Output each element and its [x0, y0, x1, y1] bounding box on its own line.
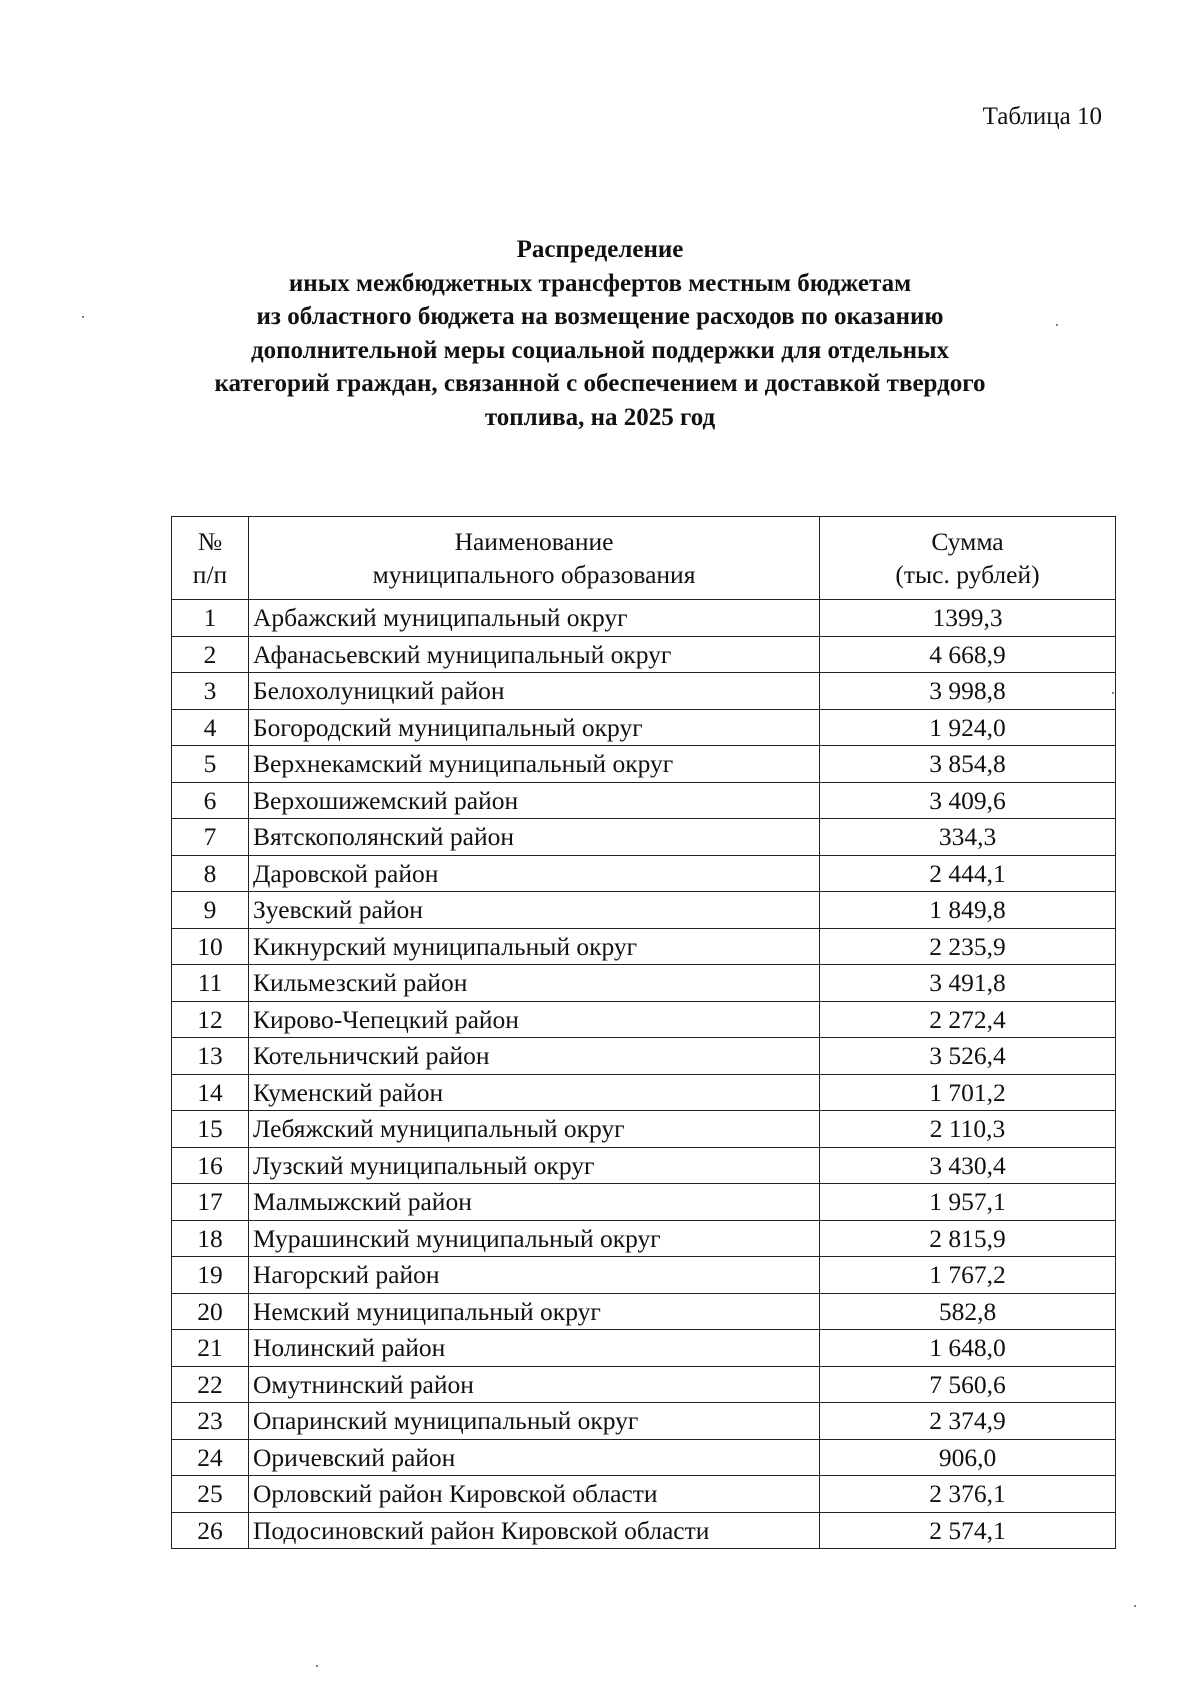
row-municipality-name: Немский муниципальный округ [249, 1293, 820, 1330]
row-number: 9 [172, 892, 249, 929]
row-municipality-name: Нагорский район [249, 1257, 820, 1294]
table-row [172, 1366, 1116, 1403]
row-number: 10 [172, 928, 249, 965]
row-municipality-name: Верхошижемский район [249, 782, 820, 819]
row-municipality-name: Кирово-Чепецкий район [249, 1001, 820, 1038]
table-number-label: Таблица 10 [982, 103, 1102, 130]
row-amount: 2 815,9 [820, 1220, 1116, 1257]
row-number: 16 [172, 1147, 249, 1184]
title-line: категорий граждан, связанной с обеспечением и доставкой твердого [214, 370, 986, 397]
row-amount: 1 924,0 [820, 709, 1116, 746]
row-amount: 3 430,4 [820, 1147, 1116, 1184]
table-row [172, 709, 1116, 746]
row-amount: 334,3 [820, 819, 1116, 856]
row-amount: 1 767,2 [820, 1257, 1116, 1294]
scan-speck [1112, 692, 1114, 694]
row-number: 11 [172, 965, 249, 1002]
document-title [130, 233, 1070, 434]
row-amount: 1 957,1 [820, 1184, 1116, 1221]
row-number: 7 [172, 819, 249, 856]
row-municipality-name: Нолинский район [249, 1330, 820, 1367]
row-municipality-name: Подосиновский район Кировской области [249, 1512, 820, 1549]
row-municipality-name: Верхнекамский муниципальный округ [249, 746, 820, 783]
table-row [172, 1476, 1116, 1513]
row-municipality-name: Лебяжский муниципальный округ [249, 1111, 820, 1148]
table-row [172, 1293, 1116, 1330]
table-row [172, 965, 1116, 1002]
table-row [172, 746, 1116, 783]
row-amount: 3 854,8 [820, 746, 1116, 783]
title-line: дополнительной меры социальной поддержки для отдельных [250, 336, 950, 364]
row-amount: 3 998,8 [820, 673, 1116, 710]
row-municipality-name: Белохолуницкий район [249, 673, 820, 710]
table-header [172, 517, 1116, 600]
row-amount: 1399,3 [820, 600, 1116, 637]
table-row [172, 1330, 1116, 1367]
row-number: 2 [172, 636, 249, 673]
header-number [172, 517, 249, 600]
row-amount: 2 272,4 [820, 1001, 1116, 1038]
row-amount: 2 574,1 [820, 1512, 1116, 1549]
table-row [172, 855, 1116, 892]
row-amount: 2 444,1 [820, 855, 1116, 892]
row-municipality-name: Кильмезский район [249, 965, 820, 1002]
title-line: из областного бюджета на возмещение расходов по оказанию [256, 303, 944, 330]
row-municipality-name: Оричевский район [249, 1439, 820, 1476]
table-row [172, 1001, 1116, 1038]
row-municipality-name: Опаринский муниципальный округ [249, 1403, 820, 1440]
header-number-line: № [197, 527, 223, 556]
scan-speck [1134, 1605, 1136, 1607]
row-amount: 3 409,6 [820, 782, 1116, 819]
table-row [172, 1147, 1116, 1184]
table-body [172, 600, 1116, 1549]
row-number: 3 [172, 673, 249, 710]
row-amount: 7 560,6 [820, 1366, 1116, 1403]
header-sum-line: Сумма [931, 527, 1004, 556]
table-row [172, 819, 1116, 856]
row-municipality-name: Арбажский муниципальный округ [249, 600, 820, 637]
row-amount: 582,8 [820, 1293, 1116, 1330]
title-line: иных межбюджетных трансфертов местным бюджетам [288, 269, 912, 297]
row-municipality-name: Зуевский район [249, 892, 820, 929]
row-amount: 4 668,9 [820, 636, 1116, 673]
row-amount: 3 526,4 [820, 1038, 1116, 1075]
table-row [172, 782, 1116, 819]
row-number: 21 [172, 1330, 249, 1367]
row-number: 19 [172, 1257, 249, 1294]
row-amount: 2 110,3 [820, 1111, 1116, 1148]
table-row [172, 636, 1116, 673]
row-amount: 906,0 [820, 1439, 1116, 1476]
row-amount: 1 849,8 [820, 892, 1116, 929]
row-amount: 1 701,2 [820, 1074, 1116, 1111]
table-row [172, 1111, 1116, 1148]
header-name-line: муниципального образования [372, 560, 696, 589]
row-municipality-name: Афанасьевский муниципальный округ [249, 636, 820, 673]
title-line: Распределение [516, 236, 684, 263]
row-municipality-name: Куменский район [249, 1074, 820, 1111]
table-row [172, 892, 1116, 929]
row-municipality-name: Мурашинский муниципальный округ [249, 1220, 820, 1257]
table-row [172, 1038, 1116, 1075]
header-name [249, 517, 820, 600]
row-number: 18 [172, 1220, 249, 1257]
scan-speck [1056, 324, 1058, 326]
table-row [172, 1512, 1116, 1549]
row-municipality-name: Даровской район [249, 855, 820, 892]
table-row [172, 1439, 1116, 1476]
row-municipality-name: Лузский муниципальный округ [249, 1147, 820, 1184]
row-municipality-name: Малмыжский район [249, 1184, 820, 1221]
scan-speck [82, 316, 84, 318]
row-municipality-name: Богородский муниципальный округ [249, 709, 820, 746]
row-number: 1 [172, 600, 249, 637]
row-number: 13 [172, 1038, 249, 1075]
row-number: 22 [172, 1366, 249, 1403]
row-amount: 2 374,9 [820, 1403, 1116, 1440]
row-number: 26 [172, 1512, 249, 1549]
row-number: 17 [172, 1184, 249, 1221]
row-municipality-name: Орловский район Кировской области [249, 1476, 820, 1513]
header-sum-line: (тыс. рублей) [895, 560, 1040, 589]
row-number: 24 [172, 1439, 249, 1476]
row-number: 5 [172, 746, 249, 783]
header-number-line: п/п [192, 560, 228, 589]
row-amount: 1 648,0 [820, 1330, 1116, 1367]
table-row [172, 1403, 1116, 1440]
row-number: 4 [172, 709, 249, 746]
row-municipality-name: Котельничский район [249, 1038, 820, 1075]
row-amount: 3 491,8 [820, 965, 1116, 1002]
table-row [172, 1257, 1116, 1294]
title-line: топлива, на 2025 год [484, 403, 716, 431]
row-number: 25 [172, 1476, 249, 1513]
row-amount: 2 376,1 [820, 1476, 1116, 1513]
row-number: 15 [172, 1111, 249, 1148]
table-row [172, 600, 1116, 637]
table-row [172, 928, 1116, 965]
table-row [172, 1184, 1116, 1221]
scan-speck [316, 1665, 318, 1667]
row-amount: 2 235,9 [820, 928, 1116, 965]
row-number: 14 [172, 1074, 249, 1111]
header-sum [820, 517, 1116, 600]
row-municipality-name: Кикнурский муниципальный округ [249, 928, 820, 965]
table-row [172, 1074, 1116, 1111]
row-municipality-name: Омутнинский район [249, 1366, 820, 1403]
table-row [172, 1220, 1116, 1257]
table-row [172, 673, 1116, 710]
header-name-line: Наименование [454, 527, 614, 556]
header-row [172, 517, 1116, 600]
row-number: 8 [172, 855, 249, 892]
row-number: 12 [172, 1001, 249, 1038]
distribution-table [171, 516, 1116, 1549]
row-number: 6 [172, 782, 249, 819]
row-number: 23 [172, 1403, 249, 1440]
row-municipality-name: Вятскополянский район [249, 819, 820, 856]
row-number: 20 [172, 1293, 249, 1330]
